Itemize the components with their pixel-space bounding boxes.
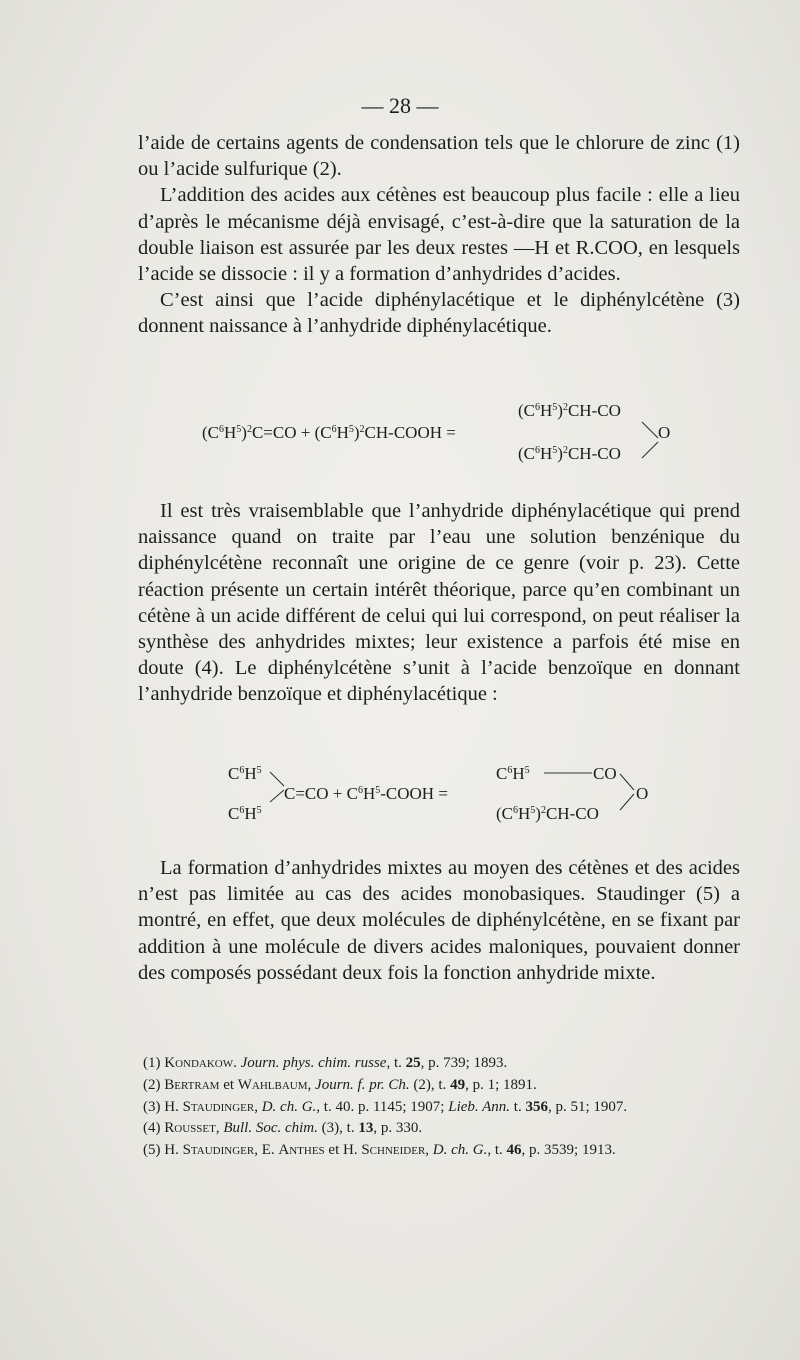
paragraph-1: l’aide de certains agents de condensation tels que le chlorure de zinc (1) ou l’acide sulfurique (2). <box>138 132 740 181</box>
eq2-text: C=CO + C <box>284 784 358 803</box>
eq1-text: (C <box>518 444 535 463</box>
fn-text: . <box>233 1055 241 1071</box>
eq1-sup: 5 <box>348 424 354 435</box>
equation-1-product-bottom <box>518 444 621 464</box>
eq2-sup: 6 <box>357 785 363 796</box>
equation-1-product-top <box>518 401 621 421</box>
fn-text: , p. 1; 1891. <box>465 1076 537 1093</box>
fn-text: , <box>254 1098 262 1115</box>
equation-2-product-bottom <box>496 804 599 824</box>
eq2-text: H <box>518 804 531 823</box>
paragraph-5: La formation d’anhydrides mixtes au moyen des cétènes et des acides n’est pas limitée au cas des acides monobasiques. Staudinger (5) a montré, en effet, que deux molécules de diphénylcétène, en se fixant par addition à une molécule de divers acides maloniques, pouvaient donner des composés possédant deux fois la fonction anhydride mixte. <box>138 857 740 984</box>
eq2-sup: 2 <box>540 805 546 816</box>
fn-volume: 46 <box>506 1142 522 1159</box>
fn-author: Rousset <box>164 1120 216 1137</box>
text-block-3 <box>138 855 740 986</box>
eq1-text: (C <box>202 423 219 442</box>
eq1-sup: 6 <box>331 424 337 435</box>
eq1-sup: 5 <box>552 445 558 456</box>
eq1-text: H <box>336 423 349 442</box>
eq1-text: (C <box>518 401 535 420</box>
footnote-5 <box>143 1140 738 1162</box>
footnote-3 <box>143 1097 738 1119</box>
eq2-sup: 5 <box>256 765 262 776</box>
eq1-text: H <box>224 423 237 442</box>
equation-2-middle <box>284 784 448 804</box>
fn-text: et H. <box>324 1142 362 1159</box>
eq1-text: CH-CO <box>567 444 621 463</box>
equation-2-phenyl-bottom: $C^6H^5$ <box>228 804 262 823</box>
eq1-text: H <box>540 401 553 420</box>
eq1-text: H <box>540 444 553 463</box>
fn-author: Wahlbaum <box>237 1076 308 1093</box>
eq1-sup: 5 <box>236 424 242 435</box>
eq2-sup: 6 <box>239 765 245 776</box>
eq2-sup: 5 <box>375 785 381 796</box>
eq2-text: (C <box>496 804 513 823</box>
eq2-text: H <box>512 764 525 783</box>
paragraph-2: L’addition des acides aux cétènes est beaucoup plus facile : elle a lieu d’après le mécanisme déjà envisagé, c’est-à-dire que la saturation de la double liaison est assurée par les deux restes —H et R.COO, en lesquels l’acide se dissocie : il y a formation d’anhydrides d’acides. <box>138 184 740 286</box>
eq1-sup: 2 <box>359 424 365 435</box>
footnote-4 <box>143 1118 738 1140</box>
fn-author: Kondakow <box>164 1055 234 1071</box>
fn-text: , t. 40. p. 1145; 1907; <box>316 1098 449 1115</box>
fn-text: (2), t. <box>409 1076 451 1093</box>
eq2-text: H <box>244 764 257 783</box>
eq2-text: ) <box>535 804 541 823</box>
eq2-sup: 6 <box>513 805 518 816</box>
eq2-sup: 6 <box>507 765 513 776</box>
eq1-sup: 6 <box>535 402 540 413</box>
equation-2-long-bond <box>544 764 594 784</box>
fn-journal: Journ. f. pr. Ch. <box>315 1076 410 1093</box>
eq1-text: ) <box>557 401 563 420</box>
fn-journal: Lieb. Ann. <box>448 1098 511 1115</box>
eq2-text: -COOH = <box>380 784 448 803</box>
footnote-2 <box>143 1075 738 1097</box>
fn-text: , E. <box>254 1142 279 1159</box>
eq1-sup: 2 <box>562 402 568 413</box>
eq2-sup: 5 <box>256 805 262 816</box>
fn-text: (4) <box>143 1120 165 1137</box>
eq1-text: C=CO + (C <box>251 423 332 442</box>
eq1-sup: 6 <box>219 424 224 435</box>
paragraph-4: Il est très vraisemblable que l’anhydride diphénylacétique qui prend naissance quand on traite par l’eau une solution benzénique du diphénylcétène reconnaît une origine de ce genre (voir p. 23). Cette réaction présente un certain intérêt théorique, parce qu’en combinant un cétène à un acide différent de celui qui lui correspond, on peut réaliser la synthèse des anhydrides mixtes; leur existence a parfois été mise en doute (4). Le diphénylcétène s’unit à l’acide benzoïque en donnant l’anhydride benzoïque et diphénylacétique : <box>138 500 740 706</box>
fn-text: , p. 51; 1907. <box>547 1098 628 1115</box>
eq1-text: CH-CO <box>567 401 621 420</box>
eq1-sup: 2 <box>562 445 568 456</box>
fn-text: (1) <box>143 1055 165 1071</box>
fn-text: , t. <box>487 1142 507 1159</box>
eq1-sup: 2 <box>246 424 252 435</box>
fn-author: Staudinger <box>182 1142 255 1159</box>
equation-2-oxygen: O <box>636 784 649 803</box>
eq2-text: H <box>244 804 257 823</box>
equation-1-lhs <box>202 423 456 443</box>
eq1-text: ) <box>557 444 563 463</box>
fn-author: Anthes <box>278 1142 325 1159</box>
eq1-sup: 6 <box>535 445 540 456</box>
equation-2-product-top: $C^6H^5$ <box>496 764 530 783</box>
eq2-text: CH-CO <box>545 804 599 823</box>
equation-1-oxygen: O <box>658 423 671 442</box>
eq1-text: ) <box>353 423 360 442</box>
eq2-sup: 5 <box>524 765 530 776</box>
fn-text: (3), t. <box>317 1120 359 1137</box>
fn-journal: D. ch. G. <box>261 1098 317 1115</box>
fn-volume: 25 <box>405 1055 421 1071</box>
text-block-1 <box>138 130 740 340</box>
fn-volume: 356 <box>525 1098 548 1115</box>
fn-text: (3) H. <box>143 1098 183 1115</box>
eq1-text: CH-COOH = <box>364 423 456 442</box>
fn-journal: Journ. phys. chim. russe <box>240 1055 387 1071</box>
eq2-text: H <box>362 784 376 803</box>
eq2-sup: 6 <box>239 805 245 816</box>
eq1-text: ) <box>241 423 247 442</box>
equation-2-product-top-co: CO <box>593 764 617 783</box>
eq2-sup: 5 <box>530 805 536 816</box>
equation-2-phenyl-top: $C^6H^5$ <box>228 764 262 783</box>
footnote-1 <box>143 1053 738 1075</box>
fn-author: Staudinger <box>182 1098 255 1115</box>
fn-volume: 13 <box>358 1120 374 1137</box>
fn-text: , <box>215 1120 224 1137</box>
fn-text: , p. 3539; 1913. <box>521 1142 616 1159</box>
fn-text: (2) <box>143 1076 165 1093</box>
fn-text: , <box>307 1076 316 1093</box>
fn-journal: Bull. Soc. chim. <box>223 1120 318 1137</box>
footnotes <box>143 1053 738 1162</box>
fn-text: et <box>219 1076 238 1093</box>
fn-text: , p. 330. <box>373 1120 423 1137</box>
page-number: — 28 — <box>361 93 439 118</box>
fn-text: , p. 739; 1893. <box>420 1055 508 1071</box>
fn-text: t. <box>510 1098 526 1115</box>
fn-text: (5) H. <box>143 1142 183 1159</box>
fn-author: Bertram <box>164 1076 220 1093</box>
fn-volume: 49 <box>450 1076 466 1093</box>
fn-author: Schneider <box>361 1142 426 1159</box>
paragraph-3: C’est ainsi que l’acide diphénylacétique et le diphénylcétène (3) donnent naissance à l’anhydride diphénylacétique. <box>138 289 740 338</box>
fn-text: , <box>425 1142 433 1159</box>
fn-journal: D. ch. G. <box>432 1142 488 1159</box>
eq1-sup: 5 <box>552 402 558 413</box>
fn-text: , t. <box>386 1055 406 1071</box>
text-block-2 <box>138 498 740 708</box>
